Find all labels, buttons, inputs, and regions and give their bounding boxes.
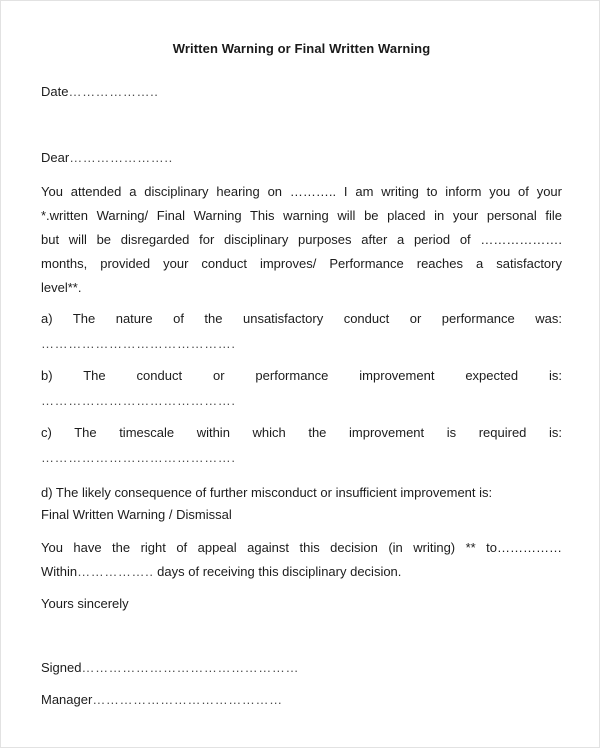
item-a-text: The nature of the unsatisfactory conduct or performance was: bbox=[72, 311, 562, 326]
closing-line: Yours sincerely bbox=[41, 596, 129, 611]
date-dots: ……………….. bbox=[68, 84, 159, 99]
appeal-within-dots: …………….. bbox=[77, 564, 154, 579]
document-body bbox=[41, 1, 562, 748]
page-title: Written Warning or Final Written Warning bbox=[172, 41, 431, 56]
item-c-answer-dots: ……………………………………. bbox=[41, 450, 236, 465]
intro-line-4: months, provided your conduct improves/ Performance reaches a satisfactory bbox=[41, 256, 562, 271]
manager-label: Manager bbox=[41, 692, 93, 707]
item-b-text: The conduct or performance improvement expected is: bbox=[83, 368, 562, 383]
appeal-line-2 bbox=[41, 563, 401, 581]
appeal-within-suffix: days of receiving this disciplinary decision. bbox=[153, 564, 402, 579]
item-b-answer-dots: ……………………………………. bbox=[41, 393, 236, 408]
intro-line-5: level**. bbox=[41, 280, 82, 295]
signed-label: Signed bbox=[41, 660, 82, 675]
manager-dots: …………………………………… bbox=[92, 692, 283, 707]
appeal-line-1: You have the right of appeal against this decision (in writing) ** to…………… bbox=[41, 540, 562, 555]
date-line bbox=[41, 83, 159, 101]
intro-line-1: You attended a disciplinary hearing on ……….. I am writing to inform you of your bbox=[41, 184, 562, 199]
salutation-line bbox=[41, 149, 173, 167]
item-d-line-1: d) The likely consequence of further misconduct or insufficient improvement is: bbox=[41, 485, 493, 500]
intro-line-2: *.written Warning/ Final Warning This warning will be placed in your personal file bbox=[41, 208, 562, 223]
item-c-text: The timescale within which the improvement is required is: bbox=[74, 425, 562, 440]
item-b-marker: b) bbox=[41, 368, 53, 383]
item-a-answer-dots: ……………………………………. bbox=[41, 336, 236, 351]
item-d-line-2: Final Written Warning / Dismissal bbox=[41, 507, 232, 522]
salutation-label: Dear bbox=[41, 150, 70, 165]
item-a-marker: a) bbox=[41, 311, 53, 326]
appeal-within-label: Within bbox=[41, 564, 78, 579]
signed-dots: ………………………………………… bbox=[81, 660, 300, 675]
item-c-marker: c) bbox=[41, 425, 52, 440]
manager-line bbox=[41, 691, 283, 709]
salutation-dots: ………………….. bbox=[69, 150, 173, 165]
date-label: Date bbox=[41, 84, 69, 99]
signed-line bbox=[41, 659, 299, 677]
intro-line-3: but will be disregarded for disciplinary purposes after a period of ………………. bbox=[41, 232, 562, 247]
